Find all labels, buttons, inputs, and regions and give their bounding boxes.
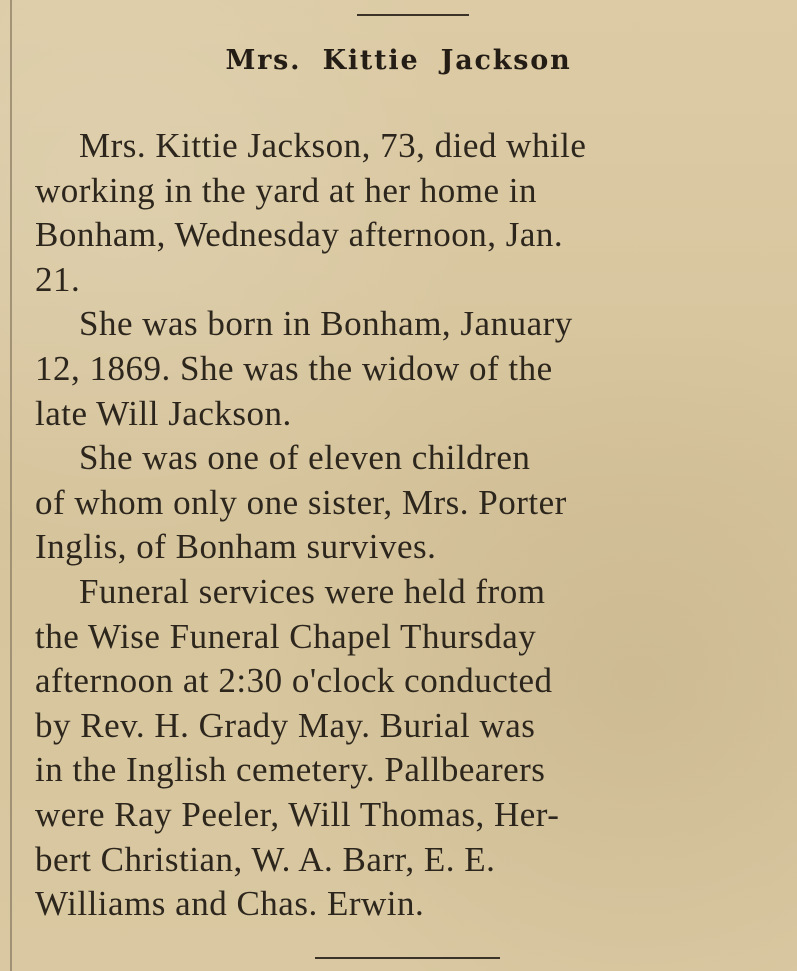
obituary-headline: Mrs. Kittie Jackson — [225, 45, 572, 76]
text-line: working in the yard at her home in — [35, 170, 538, 210]
text-line: She was born in Bonham, January — [79, 304, 573, 344]
bottom-divider-rule — [315, 957, 500, 959]
top-divider-rule — [357, 14, 469, 16]
text-line: Bonham, Wednesday afternoon, Jan. — [35, 215, 564, 255]
text-line: by Rev. H. Grady May. Burial was — [35, 705, 536, 745]
text-line: 21. — [35, 259, 81, 299]
text-line: the Wise Funeral Chapel Thursday — [35, 616, 537, 656]
text-line: bert Christian, W. A. Barr, E. E. — [35, 839, 496, 879]
text-line: in the Inglish cemetery. Pallbearers — [35, 750, 546, 790]
paragraph-family-details — [35, 436, 781, 570]
text-line: of whom only one sister, Mrs. Porter — [35, 482, 567, 522]
text-line: late Will Jackson. — [35, 393, 292, 433]
text-line: afternoon at 2:30 o'clock conducted — [35, 661, 553, 701]
text-line: She was one of eleven children — [79, 438, 531, 478]
text-line: Williams and Chas. Erwin. — [35, 884, 425, 924]
text-line: were Ray Peeler, Will Thomas, Her- — [35, 794, 560, 834]
text-line: 12, 1869. She was the widow of the — [35, 348, 553, 388]
paragraph-funeral-details — [35, 570, 781, 927]
text-line: Inglis, of Bonham survives. — [35, 527, 437, 567]
column-rule-left — [10, 0, 12, 971]
obituary-body — [35, 124, 781, 927]
paragraph-birth-details — [35, 302, 781, 436]
paragraph-death-notice — [35, 124, 781, 302]
text-line: Mrs. Kittie Jackson, 73, died while — [79, 126, 587, 165]
text-line: Funeral services were held from — [79, 571, 546, 611]
